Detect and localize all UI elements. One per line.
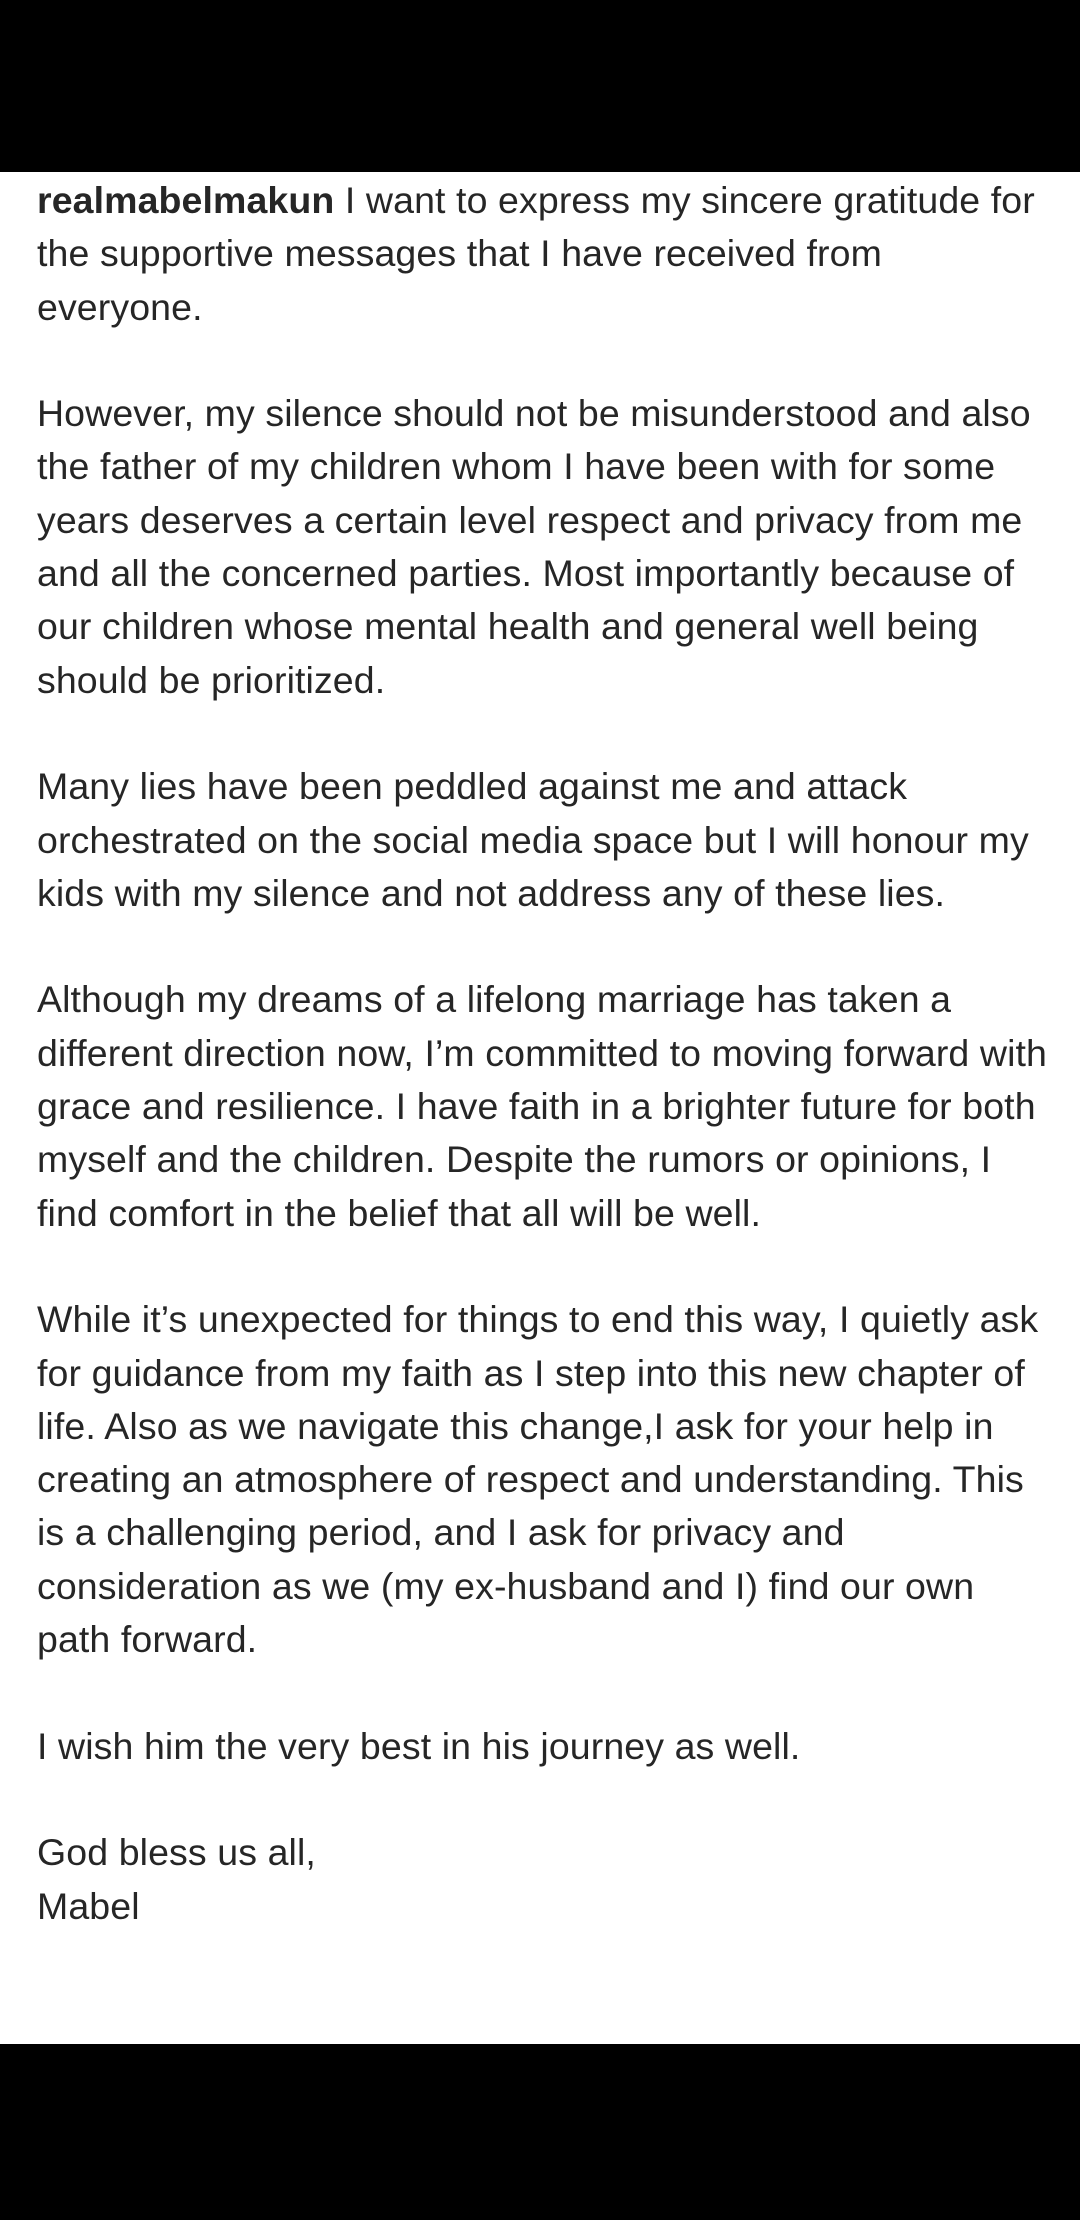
caption-paragraph-4: Although my dreams of a lifelong marriage has taken a different direction now, I’m committed to moving forward with grace and resilience. I have faith in a brighter future for both myself and the children. Despite the rumors or opinions, I find comfort in the belief that all will be well. (37, 978, 1047, 1234)
bottom-black-bar (0, 2044, 1080, 2220)
caption-signoff: God bless us all, (37, 1831, 316, 1874)
caption-text: I want to express my sincere gratitude for the supportive messages that I have received from everyone. (37, 179, 1035, 328)
post-caption-container (0, 172, 1080, 2044)
caption-paragraph-5: While it’s unexpected for things to end this way, I quietly ask for guidance from my faith as I step into this new chapter of life. Also as we navigate this change,I ask for your help in creating an atmosphere of respect and understanding. This is a challenging period, and I ask for privacy and consideration as we (my ex-husband and I) find our own path forward. (37, 1298, 1039, 1661)
caption-paragraph-2: However, my silence should not be misunderstood and also the father of my children whom I have been with for some years deserves a certain level respect and privacy from me and all the concerned parties. Most importantly because of our children whose mental health and general well being should be prioritized. (37, 392, 1031, 701)
caption-paragraph-6: I wish him the very best in his journey as well. (37, 1724, 801, 1767)
top-black-bar (0, 0, 1080, 172)
post-caption (37, 174, 1057, 1933)
username-link[interactable]: realmabelmakun (37, 179, 335, 221)
caption-signature: Mabel (37, 1884, 140, 1927)
caption-paragraph-1 (37, 174, 1057, 334)
caption-paragraph-3: Many lies have been peddled against me and attack orchestrated on the social media space but I will honour my kids with my silence and not address any of these lies. (37, 765, 1029, 914)
